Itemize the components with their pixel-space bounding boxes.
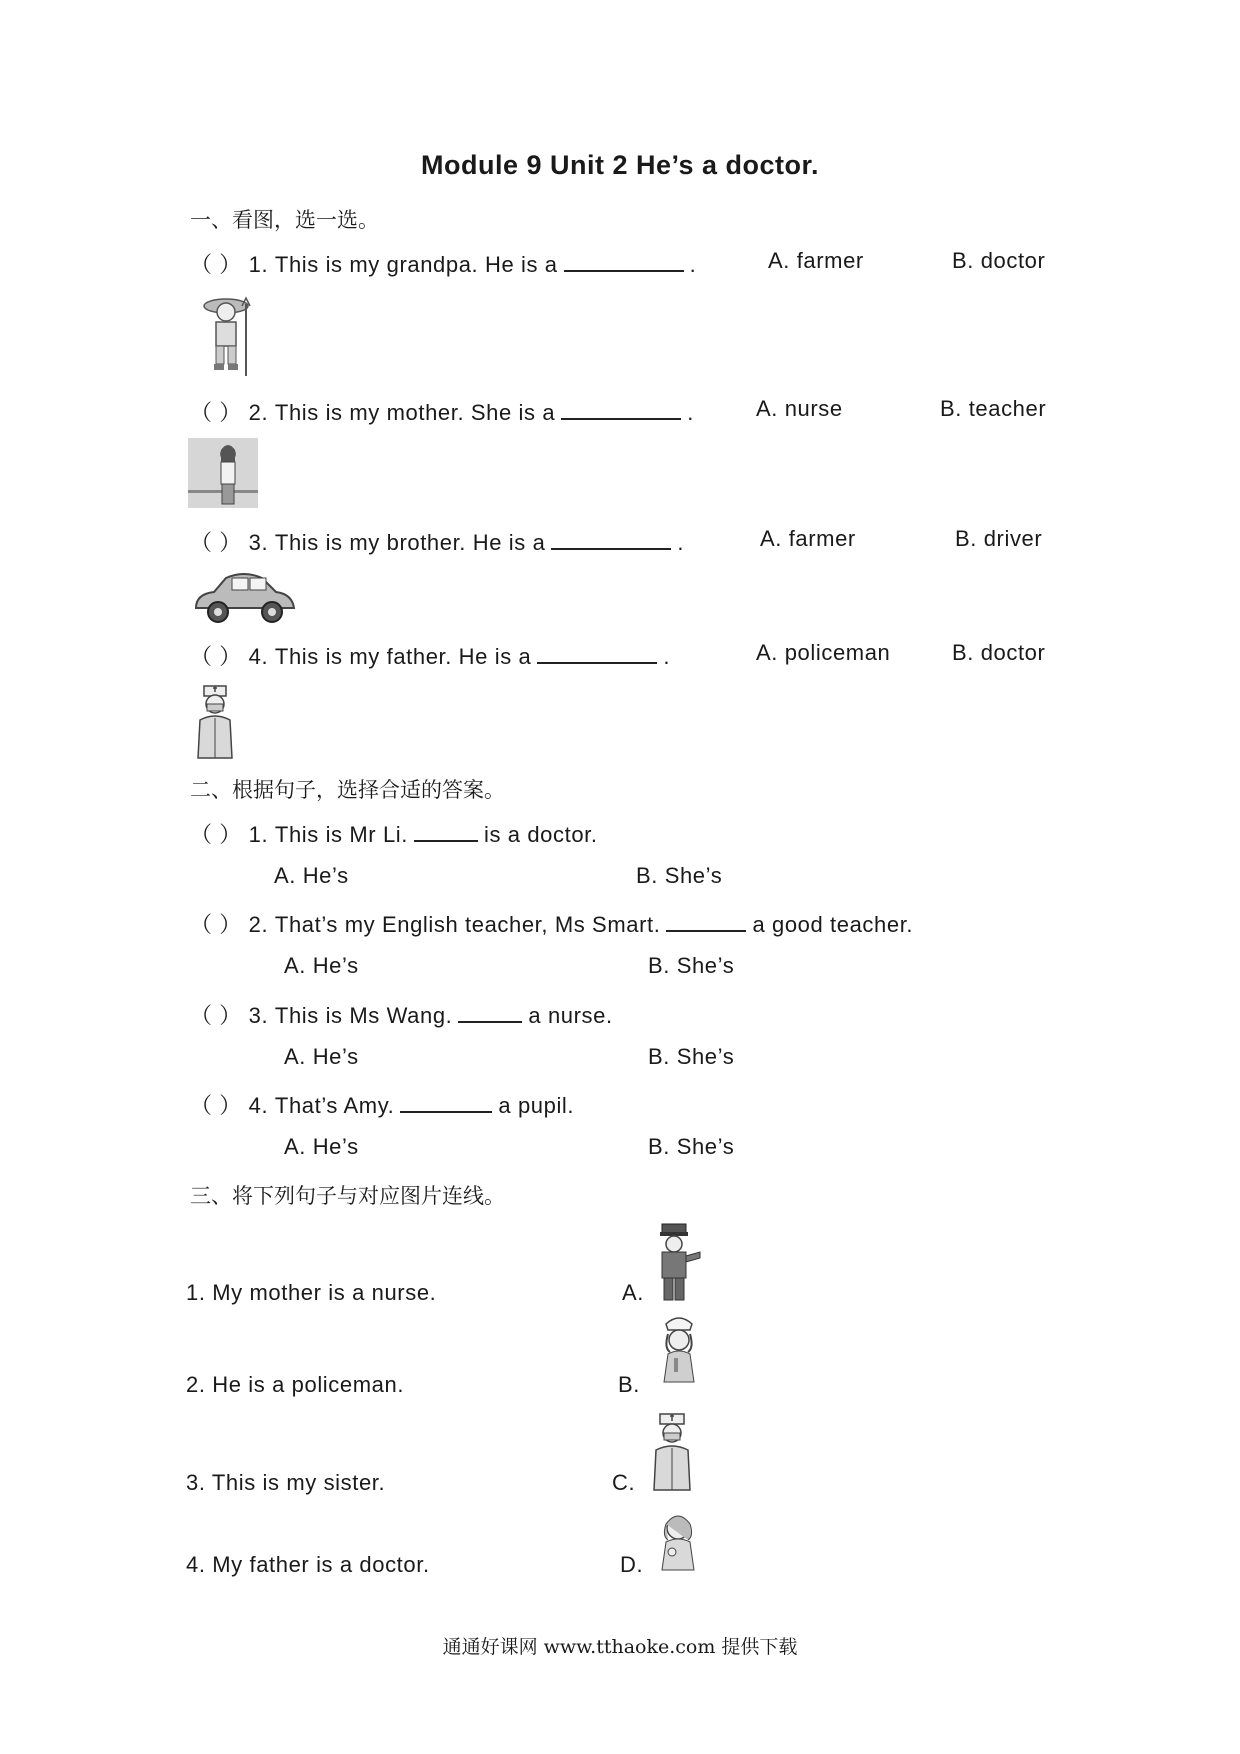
policeman-picture-icon[interactable] [650,1222,702,1302]
answer-blank[interactable] [414,818,478,842]
option-a[interactable]: A. He’s [284,1044,359,1069]
answer-paren[interactable]: （ ） [190,644,242,669]
nurse-picture-icon[interactable] [654,1314,704,1384]
s3-sentence-2[interactable]: 2. He is a policeman. [186,1372,405,1397]
answer-blank[interactable] [458,999,522,1023]
s1-question-3: （ ） 3. This is my brother. He is a . [190,526,684,557]
option-b[interactable]: B. She’s [648,1044,735,1069]
option-a[interactable]: A. He’s [284,953,359,978]
footer-text: 通通好课网 www.tthaoke.com 提供下载 [442,1636,798,1658]
answer-blank[interactable] [400,1089,492,1113]
s3-sentence-4[interactable]: 4. My father is a doctor. [186,1552,430,1577]
answer-blank[interactable] [564,248,684,272]
option-b[interactable]: B. doctor [952,248,1046,273]
answer-paren[interactable]: （ ） [190,400,242,425]
section1-heading: 一、看图，选一选。 [190,208,379,232]
s1-question-4: （ ） 4. This is my father. He is a . [190,640,670,671]
option-a[interactable]: A. policeman [756,640,891,665]
option-b[interactable]: B. doctor [952,640,1046,665]
s2-question-1: （ ） 1. This is Mr Li. is a doctor. [190,818,598,849]
answer-paren[interactable]: （ ） [190,1093,242,1118]
car-picture-icon [190,568,298,626]
page-title: Module 9 Unit 2 He’s a doctor. [420,150,820,180]
option-a[interactable]: A. farmer [760,526,856,551]
option-a[interactable]: A. He’s [274,863,349,888]
s3-sentence-3[interactable]: 3. This is my sister. [186,1470,386,1495]
answer-blank[interactable] [537,640,657,664]
option-b[interactable]: B. driver [955,526,1043,551]
teacher-picture-icon [188,438,258,508]
answer-paren[interactable]: （ ） [190,912,242,937]
s2-question-4: （ ） 4. That’s Amy. a pupil. [190,1089,574,1120]
s3-letter-d: D. [620,1552,644,1577]
s1-question-1: （ ） 1. This is my grandpa. He is a . [190,248,696,279]
s3-letter-b: B. [618,1372,640,1397]
answer-paren[interactable]: （ ） [190,252,242,277]
s3-letter-a: A. [622,1280,644,1305]
s3-sentence-1[interactable]: 1. My mother is a nurse. [186,1280,437,1305]
answer-blank[interactable] [551,526,671,550]
answer-paren[interactable]: （ ） [190,530,242,555]
option-a[interactable]: A. He’s [284,1134,359,1159]
doctor-picture-icon[interactable] [648,1412,696,1492]
section3-heading: 三、将下列句子与对应图片连线。 [190,1184,505,1208]
doctor-picture-icon [192,684,238,760]
option-b[interactable]: B. She’s [648,953,735,978]
answer-blank[interactable] [666,908,746,932]
option-b[interactable]: B. She’s [648,1134,735,1159]
option-a[interactable]: A. farmer [768,248,864,273]
option-b[interactable]: B. teacher [940,396,1047,421]
farmer-picture-icon [196,292,260,378]
answer-paren[interactable]: （ ） [190,1003,242,1028]
answer-paren[interactable]: （ ） [190,822,242,847]
option-a[interactable]: A. nurse [756,396,843,421]
answer-blank[interactable] [561,396,681,420]
section2-heading: 二、根据句子，选择合适的答案。 [190,778,505,802]
s2-question-2: （ ） 2. That’s my English teacher, Ms Smart. a good teacher. [190,908,913,939]
option-b[interactable]: B. She’s [636,863,723,888]
s1-question-2: （ ） 2. This is my mother. She is a . [190,396,694,427]
s3-letter-c: C. [612,1470,636,1495]
s2-question-3: （ ） 3. This is Ms Wang. a nurse. [190,999,613,1030]
girl-picture-icon[interactable] [652,1510,704,1572]
